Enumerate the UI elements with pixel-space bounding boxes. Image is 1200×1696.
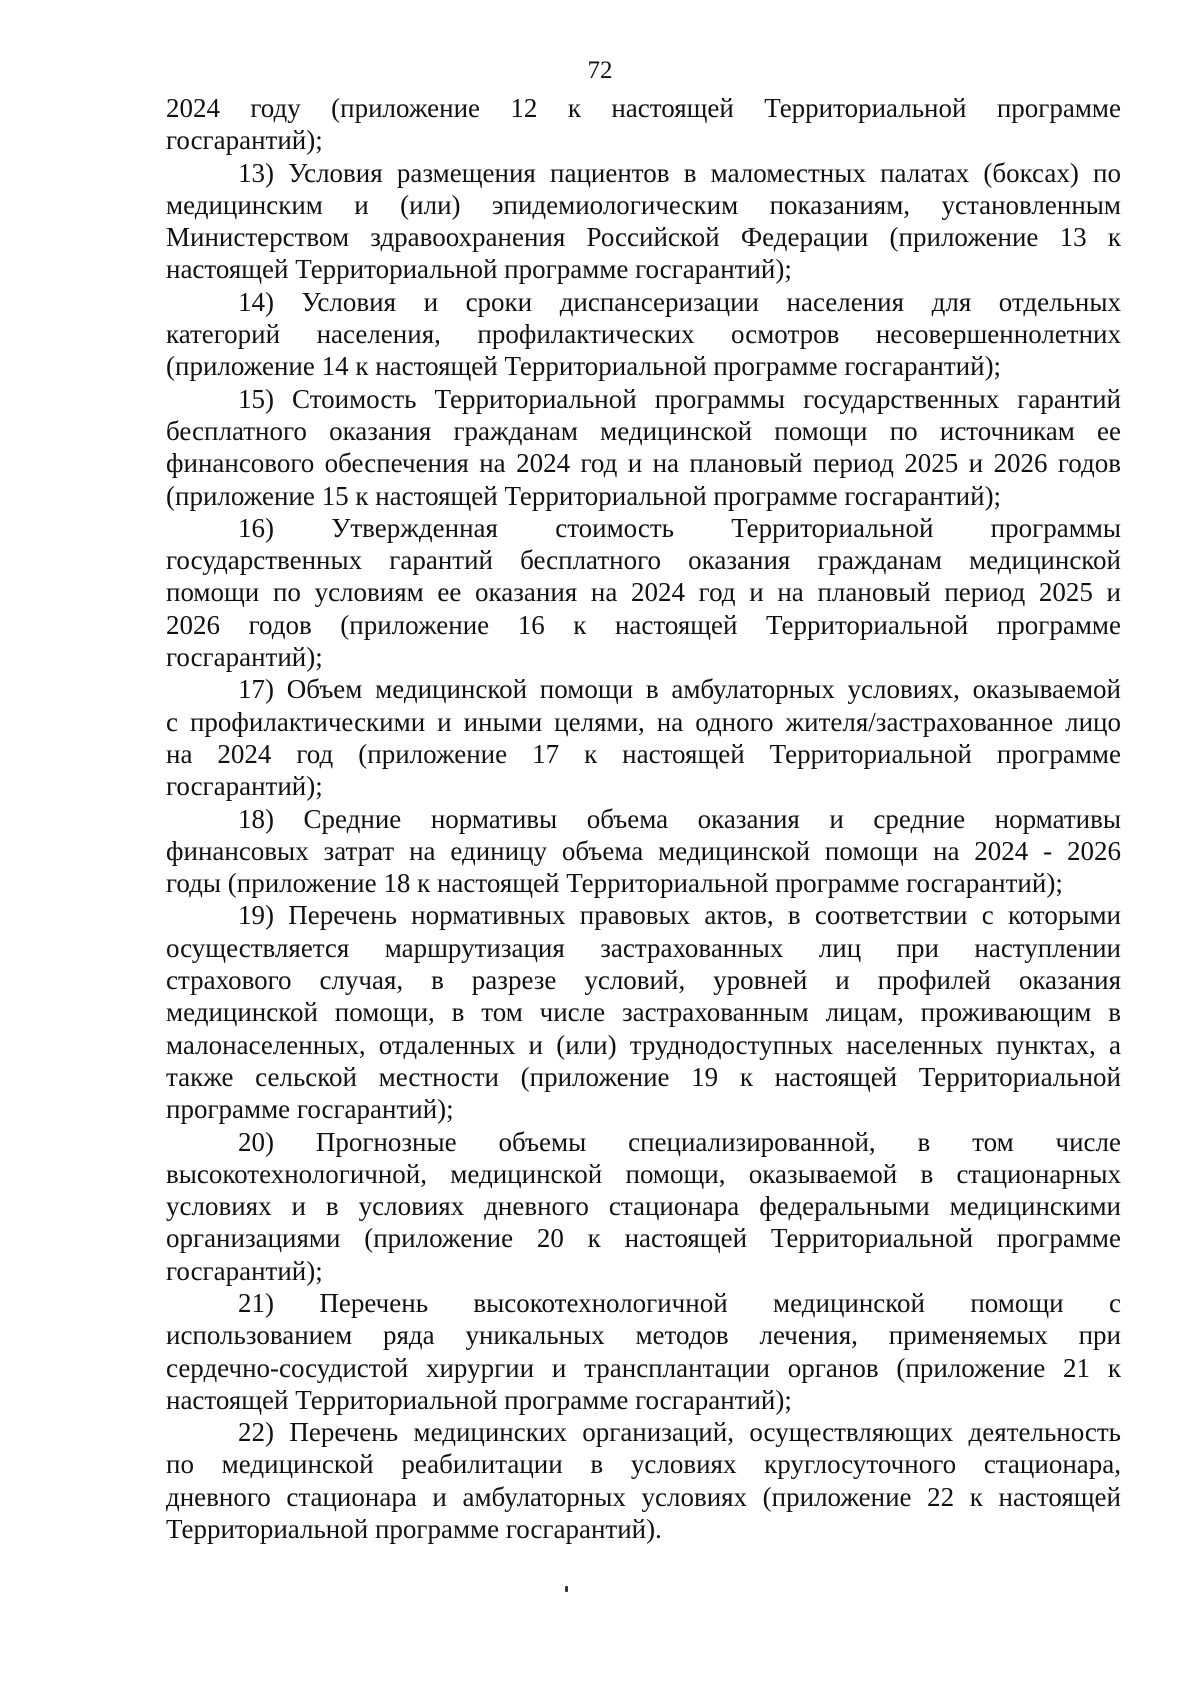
text-line: страхового случая, в разрезе условий, уровней и профилей оказания bbox=[166, 965, 1121, 996]
text-line: настоящей Территориальной программе госгарантий); bbox=[166, 254, 792, 285]
text-line: бесплатного оказания гражданам медицинской помощи по источникам ее bbox=[166, 415, 1121, 446]
text-line: госгарантий); bbox=[166, 1255, 323, 1286]
paragraph bbox=[166, 286, 1121, 383]
text-line: 13) Условия размещения пациентов в маломестных палатах (боксах) по bbox=[238, 157, 1121, 188]
text-line: 2024 году (приложение 12 к настоящей Территориальной программе bbox=[166, 93, 1121, 123]
text-line: 15) Стоимость Территориальной программы государственных гарантий bbox=[238, 383, 1121, 414]
paragraph bbox=[166, 383, 1121, 512]
text-line: дневного стационара и амбулаторных условиях (приложение 22 к настоящей bbox=[166, 1481, 1121, 1512]
text-line: госгарантий); bbox=[166, 125, 323, 156]
text-line: настоящей Территориальной программе госгарантий); bbox=[166, 1384, 792, 1415]
paragraph bbox=[166, 899, 1121, 1125]
paragraph bbox=[166, 1416, 1121, 1545]
page-number: 72 bbox=[587, 57, 613, 84]
text-line: 16) Утвержденная стоимость Территориальной программы bbox=[238, 512, 1121, 543]
paragraph bbox=[166, 1126, 1121, 1287]
text-line: финансового обеспечения на 2024 год и на плановый период 2025 и 2026 годов bbox=[166, 448, 1121, 479]
text-line: 14) Условия и сроки диспансеризации населения для отдельных bbox=[238, 286, 1121, 317]
text-line: на 2024 год (приложение 17 к настоящей Территориальной программе bbox=[166, 738, 1121, 769]
text-line: использованием ряда уникальных методов лечения, применяемых при bbox=[166, 1320, 1121, 1351]
document-body bbox=[166, 92, 1121, 1545]
text-line: госгарантий); bbox=[166, 642, 323, 673]
text-line: категорий населения, профилактических осмотров несовершеннолетних bbox=[166, 319, 1121, 350]
paragraph bbox=[166, 803, 1121, 900]
paragraph bbox=[166, 673, 1121, 802]
text-line: медицинским и (или) эпидемиологическим показаниям, установленным bbox=[166, 189, 1121, 220]
text-line: финансовых затрат на единицу объема медицинской помощи на 2024 - 2026 bbox=[166, 835, 1121, 866]
text-line: высокотехнологичной, медицинской помощи, оказываемой в стационарных bbox=[166, 1158, 1121, 1189]
text-line: Министерством здравоохранения Российской Федерации (приложение 13 к bbox=[166, 222, 1121, 253]
text-line: 21) Перечень высокотехнологичной медицинской помощи с bbox=[238, 1287, 1121, 1318]
text-line: условиях и в условиях дневного стационара федеральными медицинскими bbox=[166, 1191, 1121, 1222]
paragraph bbox=[166, 1287, 1121, 1416]
text-line: 18) Средние нормативы объема оказания и средние нормативы bbox=[238, 803, 1121, 834]
text-line: осуществляется маршрутизация застрахованных лиц при наступлении bbox=[166, 932, 1121, 963]
text-line: 22) Перечень медицинских организаций, осуществляющих деятельность bbox=[238, 1417, 1121, 1448]
text-line: по медицинской реабилитации в условиях круглосуточного стационара, bbox=[166, 1449, 1121, 1480]
scan-speck bbox=[565, 1586, 568, 1592]
text-line: государственных гарантий бесплатного оказания гражданам медицинской bbox=[166, 545, 1121, 576]
text-line: 19) Перечень нормативных правовых актов, в соответствии с которыми bbox=[238, 900, 1121, 931]
text-line: медицинской помощи, в том числе застрахованным лицам, проживающим в bbox=[166, 997, 1121, 1028]
text-line: Территориальной программе госгарантий). bbox=[166, 1514, 662, 1545]
text-line: малонаселенных, отдаленных и (или) труднодоступных населенных пунктах, а bbox=[166, 1029, 1121, 1060]
text-line: 2026 годов (приложение 16 к настоящей Территориальной программе bbox=[166, 609, 1121, 640]
text-line: также сельской местности (приложение 19 к настоящей Территориальной bbox=[166, 1061, 1121, 1092]
text-line: с профилактическими и иными целями, на одного жителя/застрахованное лицо bbox=[166, 706, 1121, 737]
text-line: организациями (приложение 20 к настоящей Территориальной программе bbox=[166, 1223, 1121, 1254]
text-line: сердечно-сосудистой хирургии и трансплантации органов (приложение 21 к bbox=[166, 1352, 1121, 1383]
paragraph bbox=[166, 92, 1121, 157]
text-line: программе госгарантий); bbox=[166, 1094, 454, 1125]
paragraph bbox=[166, 157, 1121, 286]
text-line: (приложение 15 к настоящей Территориальной программе госгарантий); bbox=[166, 480, 1002, 511]
text-line: 17) Объем медицинской помощи в амбулаторных условиях, оказываемой bbox=[238, 674, 1121, 705]
text-line: госгарантий); bbox=[166, 771, 323, 802]
text-line: помощи по условиям ее оказания на 2024 год и на плановый период 2025 и bbox=[166, 577, 1121, 608]
text-line: 20) Прогнозные объемы специализированной, в том числе bbox=[238, 1126, 1121, 1157]
paragraph bbox=[166, 512, 1121, 673]
text-line: (приложение 14 к настоящей Территориальной программе госгарантий); bbox=[166, 351, 1002, 382]
text-line: годы (приложение 18 к настоящей Территориальной программе госгарантий); bbox=[166, 868, 1063, 899]
